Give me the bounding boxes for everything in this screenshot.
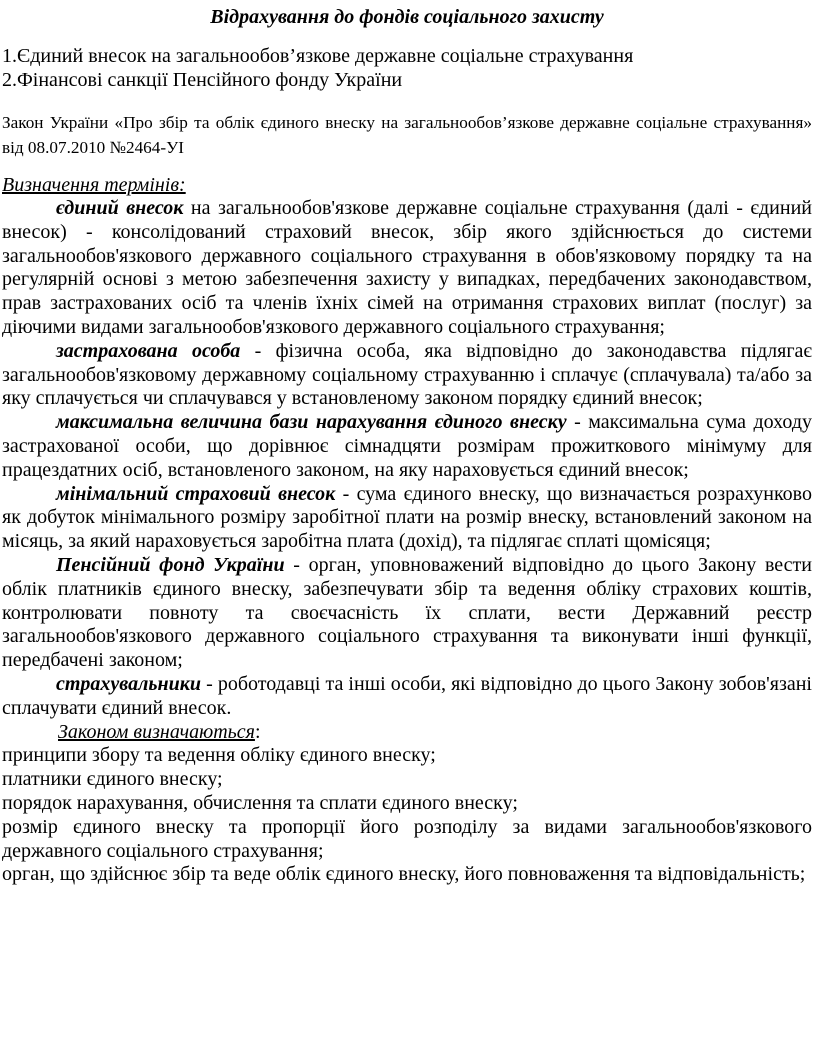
list-item: орган, що здійснює збір та веде облік єдиного внеску, його повноваження та відповідальність; [2,863,806,886]
law-determines-heading [2,721,812,745]
list-item: платники єдиного внеску; [2,768,223,791]
definition-text: на загальнообов'язкове державне соціальне страхування (далі - єдиний внесок) - консолідований страховий внесок, збір якого здійснюється до системи загальнообов'язкового державного соціального страхування в обов'язковому порядку та на регулярній основі з метою забезпечення захисту у випадках, передбачених законодавством, прав застрахованих осіб та членів їхніх сімей на отримання страхових виплат (послуг) за діючими видами загальнообов'язкового державного соціального страхування; [2,197,812,338]
definition-max-base [2,411,812,482]
document-title: Відрахування до фондів соціального захисту [210,6,604,28]
definition-text: - фізична особа, яка відповідно до законодавства підлягає загальнообов'язковому державному соціальному страхуванню і сплачує (сплачувала) та/або за яку сплачується чи сплачувався у встановленому законом порядку єдиний внесок; [2,339,812,410]
definition-text: - сума єдиного внеску, що визначається розрахунково як добуток мінімального розміру заробітної плати на розмір внеску, встановлений законом на місяць, за який нараховується заробітна плата (дохід), та підлягає сплаті щомісяця; [2,482,812,553]
definition-term: застрахована особа [56,339,241,362]
definition-min-contribution [2,483,812,554]
definition-term: максимальна величина бази нарахування єдиного внеску [56,411,567,434]
definition-text: - максимальна сума доходу застрахованої особи, що дорівнює сімнадцяти розмірам прожиткового мінімуму для працездатних осіб, встановленого законом, на яку нараховується єдиний внесок; [2,411,812,481]
definition-insured-person [2,340,812,411]
definition-single-contribution [2,197,812,340]
list-item: принципи збору та ведення обліку єдиного внеску; [2,744,436,767]
law-reference: Закон України «Про збір та облік єдиного внеску на загальнообов’язкове державне соціальне страхування» від 08.07.2010 №2464-УІ [2,113,812,157]
list-item: порядок нарахування, обчислення та сплати єдиного внеску; [2,791,518,814]
list-item-2: 2.Фінансові санкції Пенсійного фонду України [2,69,403,91]
definition-term: мінімальний страховий внесок [56,482,336,505]
definition-text: - орган, уповноважений відповідно до цього Закону вести облік платників єдиного внеску, забезпечувати збір та ведення обліку страхових коштів, контролювати повноту та своєчасність їх сплати, вести Державний реєстр загальнообов'язкового державного соціального страхування та виконувати інші функції, передбачені законом; [2,553,812,672]
definition-pension-fund [2,554,812,673]
definition-term: єдиний внесок [56,197,184,219]
law-determines-label: Законом визначаються [58,720,255,743]
law-determines-colon: : [254,720,261,743]
list-item: розмір єдиного внеску та пропорції його розподілу за видами загальнообов'язкового державного соціального страхування; [2,815,812,862]
list-item-1: 1.Єдиний внесок на загальнообов’язкове державне соціальне страхування [2,45,634,67]
definition-insurers [2,673,812,721]
definition-term: страхувальники [56,672,201,695]
definition-text: - роботодавці та інші особи, які відповідно до цього Закону зобов'язані сплачувати єдиний внесок. [2,672,812,719]
definition-term: Пенсійний фонд України [56,553,285,576]
terms-heading: Визначення термінів: [2,174,186,196]
